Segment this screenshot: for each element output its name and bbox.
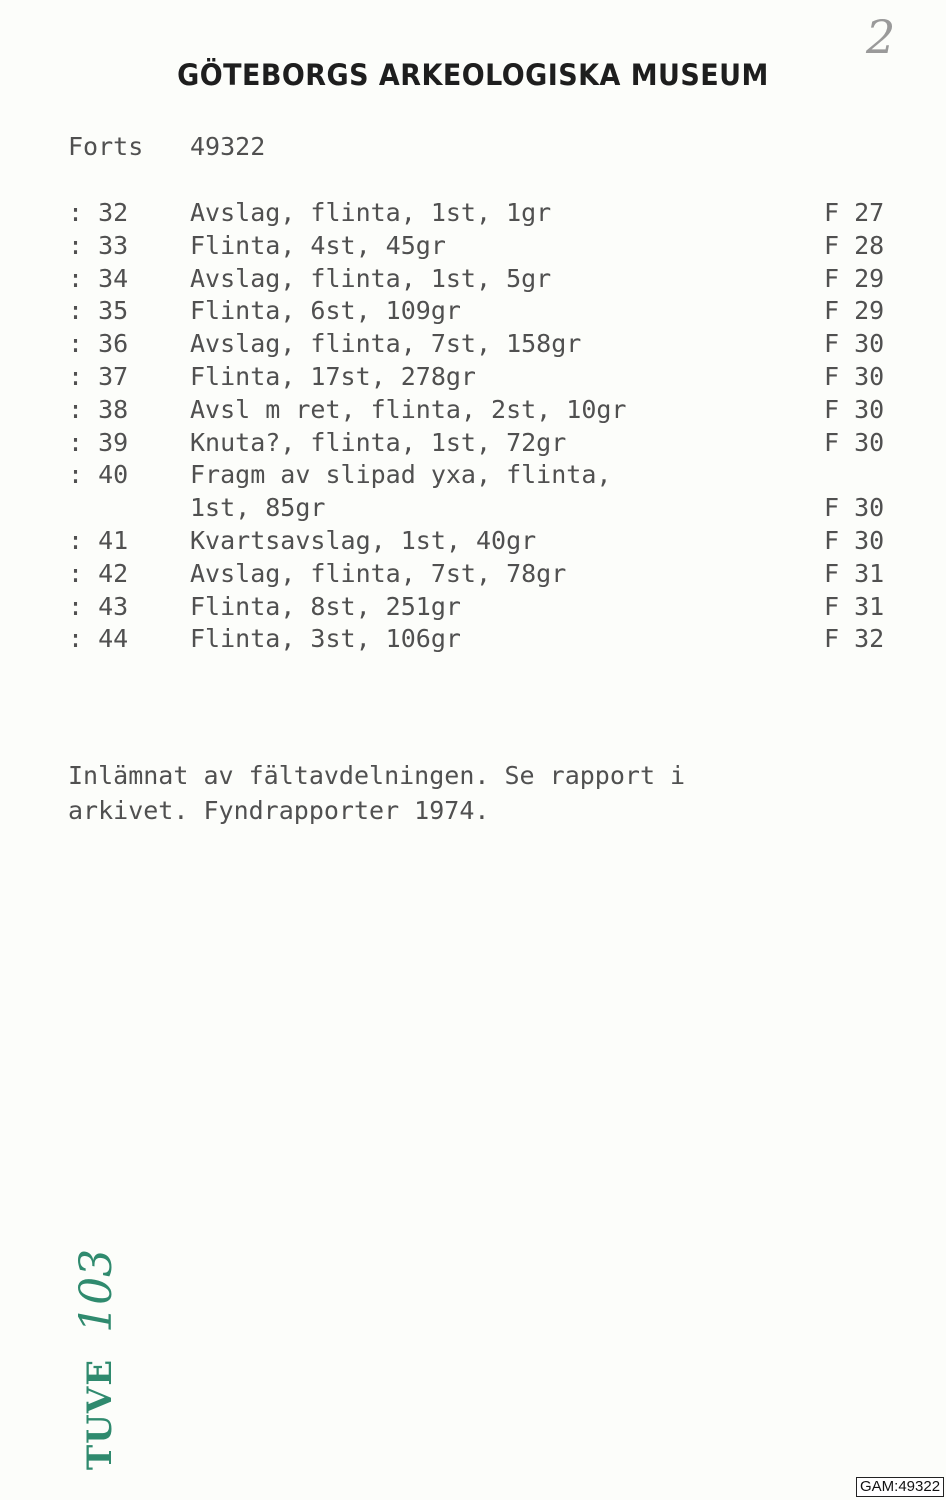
entry-reference: F 30 — [824, 526, 885, 555]
entry-number: : 42 — [68, 559, 129, 588]
entry-description: Flinta, 4st, 45gr — [190, 231, 446, 260]
entry-number: : 37 — [68, 362, 129, 391]
entry-number: : 32 — [68, 198, 129, 227]
entry-description: Avslag, flinta, 1st, 1gr — [190, 198, 552, 227]
entry-description: Knuta?, flinta, 1st, 72gr — [190, 428, 567, 457]
entry-number: : 38 — [68, 395, 129, 424]
entry-description: Flinta, 3st, 106gr — [190, 624, 461, 653]
museum-header: GÖTEBORGS ARKEOLOGISKA MUSEUM — [177, 58, 769, 92]
entry-description: Flinta, 6st, 109gr — [190, 296, 461, 325]
entry-description: 1st, 85gr — [190, 493, 326, 522]
entry-number: : 36 — [68, 329, 129, 358]
entry-description: Fragm av slipad yxa, flinta, — [190, 460, 612, 489]
entry-reference: F 31 — [824, 559, 885, 588]
entry-number: : 40 — [68, 460, 129, 489]
entry-description: Avslag, flinta, 7st, 78gr — [190, 559, 567, 588]
entry-reference: F 29 — [824, 264, 885, 293]
entry-description: Avslag, flinta, 1st, 5gr — [190, 264, 552, 293]
site-number: 103 — [71, 1248, 123, 1333]
entry-reference: F 30 — [824, 428, 885, 457]
entry-number: : 43 — [68, 592, 129, 621]
submission-note — [68, 758, 685, 828]
site-name: TUVE — [80, 1358, 121, 1471]
entry-number: : 35 — [68, 296, 129, 325]
entry-number: : 39 — [68, 428, 129, 457]
site-label — [38, 1248, 123, 1471]
entry-description: Avsl m ret, flinta, 2st, 10gr — [190, 395, 627, 424]
archive-stamp: GAM:49322 — [856, 1477, 944, 1497]
entry-number: : 34 — [68, 264, 129, 293]
continuation-label: Forts — [68, 132, 144, 161]
entry-number: : 33 — [68, 231, 129, 260]
entry-reference: F 30 — [824, 329, 885, 358]
note-line-2: arkivet. Fyndrapporter 1974. — [68, 796, 490, 825]
catalog-number: 49322 — [190, 132, 266, 161]
entry-reference: F 28 — [824, 231, 885, 260]
entry-reference: F 27 — [824, 198, 885, 227]
entry-reference: F 30 — [824, 493, 885, 522]
entry-reference: F 32 — [824, 624, 885, 653]
entry-reference: F 30 — [824, 395, 885, 424]
entry-description: Flinta, 8st, 251gr — [190, 592, 461, 621]
entry-description: Flinta, 17st, 278gr — [190, 362, 476, 391]
entry-number: : 44 — [68, 624, 129, 653]
entry-description: Avslag, flinta, 7st, 158gr — [190, 329, 582, 358]
entry-reference: F 30 — [824, 362, 885, 391]
entry-description: Kvartsavslag, 1st, 40gr — [190, 526, 537, 555]
note-line-1: Inlämnat av fältavdelningen. Se rapport i — [68, 761, 686, 790]
entry-reference: F 29 — [824, 296, 885, 325]
entry-number: : 41 — [68, 526, 129, 555]
handwritten-page-number: 2 — [866, 10, 896, 64]
entry-reference: F 31 — [824, 592, 885, 621]
